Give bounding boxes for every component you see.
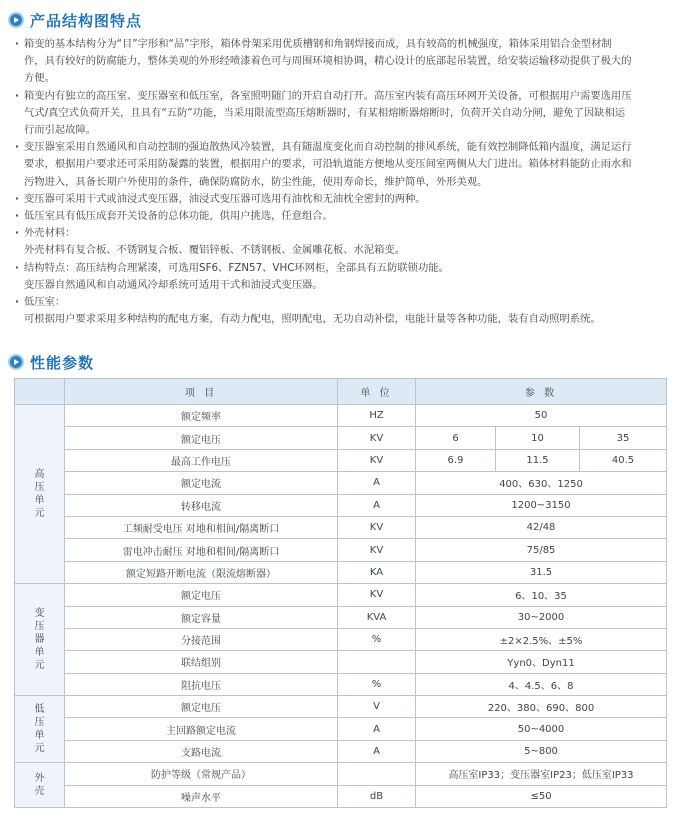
feature-line: · 箱变的基本结构分为“目”字形和“品”字形，箱体骨架采用优质槽钢和角钢焊接而成，具有较高的机械强度，箱体采用铝合金型材制 — [14, 36, 666, 53]
row-item: 阻抗电压 — [65, 673, 338, 695]
table-row — [15, 696, 667, 718]
row-value: 5~800 — [416, 740, 667, 762]
row-item: 额定短路开断电流（限流熔断器） — [65, 561, 338, 583]
feature-line: · 变压器室采用自然通风和自动控制的强迫散热风冷装置，具有随温度变化而自动控制的排风系统，能有效控制降低箱内温度，满足运行 — [14, 139, 666, 156]
row-value: 400、630、1250 — [416, 472, 667, 494]
row-value: 50 — [416, 405, 667, 427]
table-row — [15, 516, 667, 538]
table-row — [15, 651, 667, 673]
row-value: 10 — [496, 427, 580, 449]
row-unit: A — [338, 494, 416, 516]
table-row — [15, 628, 667, 650]
features-section-title: 产品结构图特点 — [30, 11, 143, 30]
row-unit: A — [338, 472, 416, 494]
row-value: 31.5 — [416, 561, 667, 583]
row-unit: KVA — [338, 606, 416, 628]
feature-line: 可根据用户要求采用多种结构的配电方案，有动力配电，照明配电，无功自动补偿，电能计量等各种功能，装有自动照明系统。 — [24, 313, 601, 326]
row-item: 支路电流 — [65, 740, 338, 762]
row-item: 最高工作电压 — [65, 449, 338, 471]
table-row — [15, 472, 667, 494]
row-unit: dB — [338, 785, 416, 807]
table-row — [15, 494, 667, 516]
row-item: 额定频率 — [65, 405, 338, 427]
feature-line: 方便。 — [24, 72, 55, 85]
row-unit: A — [338, 740, 416, 762]
row-item: 噪声水平 — [65, 785, 338, 807]
group-low-voltage: 低 压 单 元 — [15, 696, 65, 763]
row-unit: KV — [338, 427, 416, 449]
table-row — [15, 763, 667, 785]
row-unit — [338, 651, 416, 673]
table-row — [15, 405, 667, 427]
row-item: 额定电压 — [65, 584, 338, 606]
row-item: 防护等级（常规产品） — [65, 763, 338, 785]
row-unit: KV — [338, 539, 416, 561]
row-value: 30~2000 — [416, 606, 667, 628]
section-bullet-icon — [8, 354, 24, 370]
row-value: 1200~3150 — [416, 494, 667, 516]
table-row — [15, 427, 667, 449]
row-unit: HZ — [338, 405, 416, 427]
header-item: 项 目 — [65, 379, 338, 405]
table-row — [15, 673, 667, 695]
table-row — [15, 539, 667, 561]
header-group-blank — [15, 379, 65, 405]
row-value: 6.9 — [416, 449, 496, 471]
spec-section-title: 性能参数 — [30, 353, 95, 372]
header-param: 参 数 — [416, 379, 667, 405]
table-row — [15, 584, 667, 606]
group-enclosure: 外 壳 — [15, 763, 65, 808]
feature-line: 污物进入，具备长期户外使用的条件，确保防腐防水，防尘性能，使用寿命长，维护简单，外形美观。 — [24, 175, 488, 188]
row-item: 联结组别 — [65, 651, 338, 673]
group-high-voltage: 高 压 单 元 — [15, 405, 65, 584]
feature-line: 外壳材料有复合板、不锈钢复合板、覆铝锌板、不锈钢板、金属雕花板、水泥箱变。 — [24, 244, 405, 257]
table-row — [15, 449, 667, 471]
row-item: 额定电流 — [65, 472, 338, 494]
table-row — [15, 740, 667, 762]
row-item: 额定电压 — [65, 427, 338, 449]
feature-line: 行而引起故障。 — [24, 124, 97, 137]
table-row — [15, 606, 667, 628]
row-value: 220、380、690、800 — [416, 696, 667, 718]
spec-header-row — [15, 379, 667, 405]
row-item: 转移电流 — [65, 494, 338, 516]
group-transformer: 变 压 器 单 元 — [15, 584, 65, 696]
row-value: 6 — [416, 427, 496, 449]
features-text — [14, 36, 666, 328]
feature-line: 作，具有较好的防腐能力，整体美观的外形经喷漆着色可与周围环境相协调，精心设计的底部起吊装置，给安装运输移动提供了极大的 — [24, 55, 632, 68]
features-section-header — [8, 10, 142, 30]
row-value: 42/48 — [416, 516, 667, 538]
row-unit: KV — [338, 449, 416, 471]
feature-line: · 变压器可采用干式或油浸式变压器，油浸式变压器可选用有油枕和无油枕全密封的两种。 — [14, 191, 666, 208]
spec-table — [14, 378, 667, 808]
feature-line: 要求，根据用户要求还可采用防凝露的装置，根据用户的要求，可沿轨道能方便地从变压间室两侧从大门进出。箱体材料能防止雨水和 — [24, 158, 632, 171]
table-row — [15, 785, 667, 807]
feature-line: · 结构特点：高压结构合理紧凑，可选用SF6、FZN57、VHC环网柜，全部具有五防联锁功能。 — [14, 260, 666, 277]
row-value: 6、10、35 — [416, 584, 667, 606]
row-unit: % — [338, 628, 416, 650]
row-unit — [338, 763, 416, 785]
row-unit: KV — [338, 516, 416, 538]
feature-line: · 低压室具有低压成套开关设备的总体功能，供用户挑选，任意组合。 — [14, 208, 666, 225]
row-value: 35 — [580, 427, 667, 449]
row-item: 雷电冲击耐压 对地和相间/隔离断口 — [65, 539, 338, 561]
feature-line: 变压器自然通风和自动通风冷却系统可适用干式和油浸式变压器。 — [24, 278, 323, 291]
row-value: 11.5 — [496, 449, 580, 471]
feature-line: · 低压室： — [14, 294, 666, 311]
row-unit: % — [338, 673, 416, 695]
header-unit: 单 位 — [338, 379, 416, 405]
row-value: 40.5 — [580, 449, 667, 471]
row-unit: V — [338, 696, 416, 718]
row-value: 75/85 — [416, 539, 667, 561]
spec-section-header — [8, 352, 94, 372]
feature-line: 气式/真空式负荷开关，且具有“五防”功能，当采用限流型高压熔断器时，有某相熔断器熔断时，负荷开关自动分闸，避免了因缺相运 — [24, 106, 626, 119]
feature-line: · 外壳材料： — [14, 225, 666, 242]
row-value: ≤50 — [416, 785, 667, 807]
table-row — [15, 718, 667, 740]
row-value: Yyn0、Dyn11 — [416, 651, 667, 673]
row-item: 额定容量 — [65, 606, 338, 628]
row-item: 工频耐受电压 对地和相间/隔离断口 — [65, 516, 338, 538]
row-value: ±2×2.5%、±5% — [416, 628, 667, 650]
section-bullet-icon — [8, 12, 24, 28]
row-item: 分接范围 — [65, 628, 338, 650]
row-item: 主回路额定电流 — [65, 718, 338, 740]
feature-line: · 箱变内有独立的高压室、变压器室和低压室，各室照明随门的开启自动打开。高压室内装有高压环网开关设备，可根据用户需要选用压 — [14, 88, 666, 105]
table-row — [15, 561, 667, 583]
row-value: 4、4.5、6、8 — [416, 673, 667, 695]
row-item: 额定电压 — [65, 696, 338, 718]
row-unit: KA — [338, 561, 416, 583]
row-unit: A — [338, 718, 416, 740]
row-unit: KV — [338, 584, 416, 606]
row-value: 50~4000 — [416, 718, 667, 740]
row-value: 高压室IP33；变压器室IP23；低压室IP33 — [416, 763, 667, 785]
